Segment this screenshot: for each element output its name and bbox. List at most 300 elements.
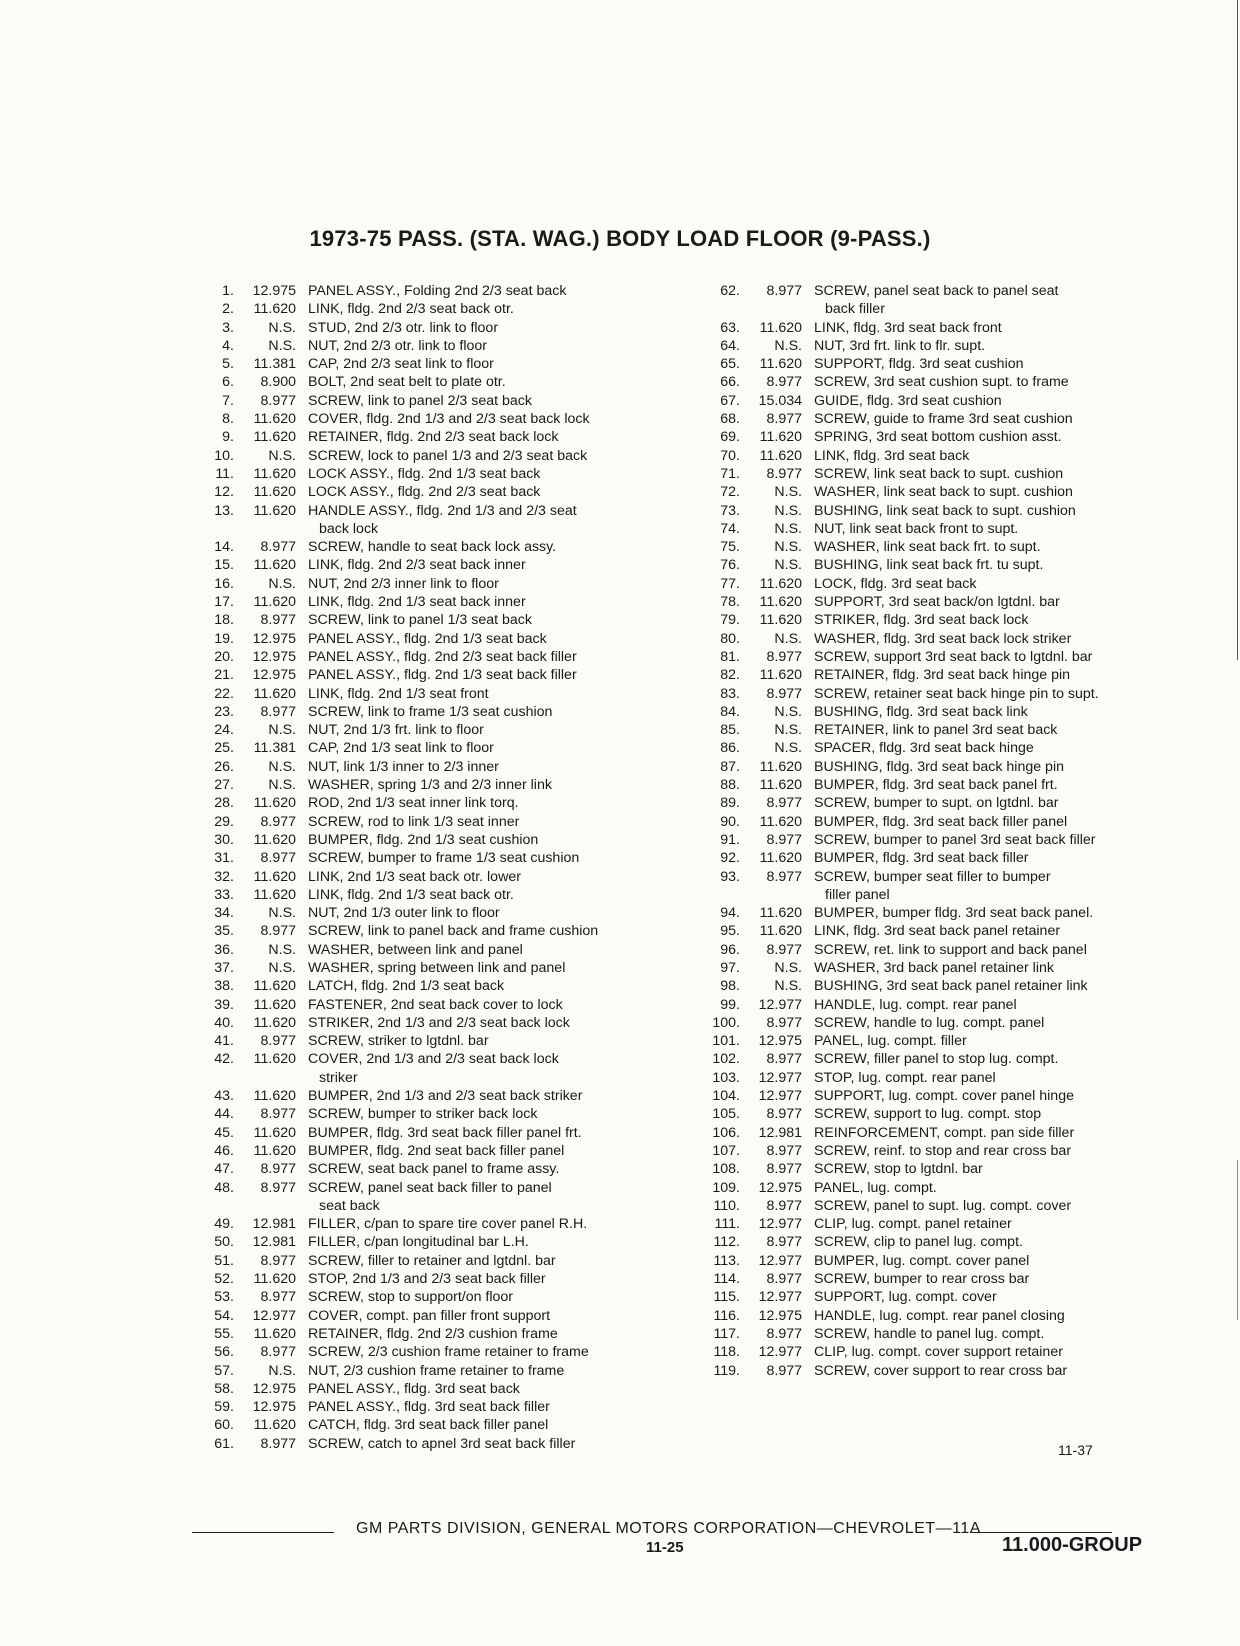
group-code: 11.620	[253, 1271, 296, 1288]
part-entry	[712, 1307, 1152, 1325]
part-number: 95.	[720, 923, 740, 940]
group-code: 8.977	[260, 1435, 296, 1452]
part-description: BUMPER, lug. compt. cover panel	[814, 1252, 1030, 1269]
part-entry	[206, 904, 676, 922]
part-description: GUIDE, fldg. 3rd seat cushion	[814, 392, 1002, 409]
group-code: 11.620	[759, 758, 802, 775]
part-number: 39.	[214, 996, 234, 1013]
part-description: NUT, 2nd 1/3 frt. link to floor	[308, 722, 484, 739]
part-description: LINK, fldg. 2nd 1/3 seat front	[308, 685, 489, 702]
group-code: 8.977	[260, 1179, 296, 1196]
part-number: 104.	[712, 1088, 740, 1105]
part-description: SCREW, bumper seat filler to bumper	[814, 868, 1051, 885]
part-number: 2.	[222, 301, 234, 318]
group-code: 8.977	[260, 539, 296, 556]
part-description: NUT, 2nd 1/3 outer link to floor	[308, 905, 500, 922]
group-code: N.S.	[774, 722, 802, 739]
part-entry	[206, 1014, 676, 1032]
part-number: 31.	[214, 850, 234, 867]
part-number: 118.	[713, 1344, 740, 1361]
part-number: 12.	[214, 484, 234, 501]
group-code: 12.977	[758, 996, 802, 1013]
part-number: 45.	[214, 1124, 234, 1141]
part-description: STRIKER, fldg. 3rd seat back lock	[814, 612, 1029, 629]
part-entry	[206, 447, 676, 465]
part-description: SCREW, 2/3 cushion frame retainer to frame	[308, 1344, 589, 1361]
part-entry	[206, 739, 676, 757]
part-entry	[206, 392, 676, 410]
group-code: 12.977	[758, 1069, 802, 1086]
part-description: SCREW, catch to apnel 3rd seat back filler	[308, 1435, 576, 1452]
part-number: 47.	[214, 1161, 234, 1178]
part-number: 23.	[214, 703, 234, 720]
group-code: 11.620	[253, 502, 296, 519]
part-description: FILLER, c/pan to spare tire cover panel R.H.	[308, 1216, 588, 1233]
part-entry	[712, 1252, 1152, 1270]
group-code: 8.977	[766, 1271, 802, 1288]
part-entry	[206, 922, 676, 940]
part-description: RETAINER, link to panel 3rd seat back	[814, 722, 1058, 739]
part-description: LINK, fldg. 3rd seat back	[814, 447, 970, 464]
part-number: 111.	[714, 1216, 740, 1233]
group-code: N.S.	[774, 959, 802, 976]
group-code: 8.977	[766, 411, 802, 428]
part-description: SPRING, 3rd seat bottom cushion asst.	[814, 429, 1062, 446]
part-entry	[206, 868, 676, 886]
part-entry	[712, 794, 1152, 812]
part-description: BUMPER, fldg. 3rd seat back panel frt.	[814, 777, 1058, 794]
part-entry	[206, 703, 676, 721]
part-number: 7.	[222, 392, 234, 409]
parts-list-right-column	[712, 282, 1152, 1380]
part-entry	[206, 1105, 676, 1123]
group-code: N.S.	[774, 502, 802, 519]
part-number: 25.	[214, 740, 234, 757]
part-number: 63.	[720, 319, 740, 336]
part-entry	[712, 1014, 1152, 1032]
part-number: 93.	[720, 868, 740, 885]
part-number: 53.	[214, 1289, 234, 1306]
parts-list-left-column	[206, 282, 676, 1453]
part-entry	[206, 813, 676, 831]
part-number: 72.	[720, 484, 740, 501]
part-number: 55.	[214, 1325, 234, 1342]
part-description: SCREW, panel to supt. lug. compt. cover	[814, 1197, 1072, 1214]
group-code: N.S.	[774, 337, 802, 354]
part-number: 60.	[214, 1417, 234, 1434]
group-code: N.S.	[774, 978, 802, 995]
part-description: LINK, fldg. 2nd 2/3 seat back otr.	[308, 301, 514, 318]
part-description: WASHER, between link and panel	[308, 941, 523, 958]
part-entry	[712, 483, 1152, 501]
part-description: SCREW, bumper to panel 3rd seat back filler	[814, 831, 1096, 848]
part-description: PANEL ASSY., fldg. 2nd 1/3 seat back	[308, 630, 547, 647]
part-number: 84.	[720, 703, 740, 720]
part-number: 40.	[214, 1014, 234, 1031]
group-code: N.S.	[268, 905, 296, 922]
part-number: 97.	[720, 959, 740, 976]
part-description: SCREW, striker to lgtdnl. bar	[308, 1033, 489, 1050]
part-entry	[712, 922, 1152, 940]
group-code: 12.981	[252, 1216, 296, 1233]
part-description: SUPPORT, 3rd seat back/on lgtdnl. bar	[814, 594, 1060, 611]
part-description: BUSHING, fldg. 3rd seat back hinge pin	[814, 758, 1064, 775]
part-description: NUT, 2/3 cushion frame retainer to frame	[308, 1362, 565, 1379]
part-entry	[206, 666, 676, 684]
part-entry	[206, 1380, 676, 1398]
group-code: 12.977	[252, 1307, 296, 1324]
part-entry	[206, 721, 676, 739]
group-code: 11.620	[253, 1088, 296, 1105]
group-code: 12.975	[758, 1179, 802, 1196]
group-code: 11.620	[759, 905, 802, 922]
group-code: 11.620	[759, 813, 802, 830]
part-entry	[206, 483, 676, 501]
part-entry	[712, 392, 1152, 410]
part-description: PANEL ASSY., Folding 2nd 2/3 seat back	[308, 283, 567, 299]
group-code: 12.981	[252, 1234, 296, 1251]
part-number: 59.	[214, 1399, 234, 1416]
group-code: 8.977	[766, 1051, 802, 1068]
part-number: 26.	[214, 758, 234, 775]
part-entry	[206, 502, 676, 520]
part-entry	[206, 831, 676, 849]
group-code: 11.620	[253, 1124, 296, 1141]
group-code: 11.620	[253, 429, 296, 446]
part-entry	[712, 776, 1152, 794]
part-number: 90.	[720, 813, 740, 830]
part-description: WASHER, link seat back to supt. cushion	[814, 484, 1073, 501]
part-entry	[712, 1105, 1152, 1123]
part-description: LINK, fldg. 2nd 2/3 seat back inner	[308, 557, 526, 574]
part-entry	[712, 593, 1152, 611]
part-description: BUMPER, fldg. 2nd seat back filler panel	[308, 1142, 565, 1159]
part-description: SCREW, link to panel 2/3 seat back	[308, 392, 532, 409]
part-entry	[206, 611, 676, 629]
part-entry	[206, 1307, 676, 1325]
group-code: 8.977	[766, 1142, 802, 1159]
part-description: LINK, fldg. 3rd seat back front	[814, 319, 1002, 336]
group-code: 12.975	[252, 1399, 296, 1416]
page-edge-line	[1237, 0, 1238, 660]
part-description: SCREW, 3rd seat cushion supt. to frame	[814, 374, 1069, 391]
group-code: 11.620	[253, 886, 296, 903]
group-code: 11.620	[253, 1417, 296, 1434]
part-entry	[206, 1233, 676, 1251]
group-code: 12.975	[758, 1033, 802, 1050]
part-entry	[712, 1160, 1152, 1178]
part-description: SCREW, handle to lug. compt. panel	[814, 1014, 1045, 1031]
part-entry	[712, 868, 1152, 886]
group-code: N.S.	[268, 941, 296, 958]
part-entry	[206, 1270, 676, 1288]
group-code: 11.381	[253, 740, 296, 757]
part-number: 35.	[214, 923, 234, 940]
part-number: 48.	[214, 1179, 234, 1196]
part-entry	[206, 1362, 676, 1380]
part-number: 96.	[720, 941, 740, 958]
part-description: SCREW, filler to retainer and lgtdnl. bar	[308, 1252, 556, 1269]
part-number: 85.	[720, 722, 740, 739]
part-description: COVER, fldg. 2nd 1/3 and 2/3 seat back lock	[308, 411, 590, 428]
part-description: SCREW, stop to support/on floor	[308, 1289, 514, 1306]
part-description: BOLT, 2nd seat belt to plate otr.	[308, 374, 506, 391]
part-description: LATCH, fldg. 2nd 1/3 seat back	[308, 978, 505, 995]
part-entry	[712, 1179, 1152, 1197]
part-description: SCREW, link to frame 1/3 seat cushion	[308, 703, 553, 720]
part-number: 116.	[713, 1307, 740, 1324]
part-description: SCREW, link seat back to supt. cushion	[814, 465, 1064, 482]
part-number: 30.	[214, 831, 234, 848]
part-entry	[206, 776, 676, 794]
footer-rule-left	[192, 1532, 334, 1533]
group-code: 12.977	[758, 1216, 802, 1233]
part-description-continuation: back filler	[825, 301, 885, 318]
part-number: 42.	[214, 1051, 234, 1068]
part-number: 51.	[214, 1252, 234, 1269]
part-description: SCREW, link to panel 1/3 seat back	[308, 612, 532, 629]
group-code: 8.977	[766, 1014, 802, 1031]
part-entry	[712, 465, 1152, 483]
part-entry	[206, 428, 676, 446]
part-description: STOP, 2nd 1/3 and 2/3 seat back filler	[308, 1271, 546, 1288]
part-number: 119.	[713, 1362, 740, 1379]
group-code: N.S.	[774, 520, 802, 537]
part-number: 91.	[720, 831, 740, 848]
part-entry	[206, 538, 676, 556]
group-code: 12.975	[252, 648, 296, 665]
part-description: SCREW, lock to panel 1/3 and 2/3 seat back	[308, 447, 588, 464]
part-description: PANEL ASSY., fldg. 3rd seat back	[308, 1380, 520, 1397]
part-description: LOCK, fldg. 3rd seat back	[814, 575, 977, 592]
group-code: 8.977	[260, 1344, 296, 1361]
group-code: 8.977	[260, 612, 296, 629]
part-entry	[712, 319, 1152, 337]
part-entry	[712, 1032, 1152, 1050]
group-code: N.S.	[774, 484, 802, 501]
part-entry	[712, 447, 1152, 465]
footer-group-number: 11.000-GROUP	[1002, 1534, 1143, 1556]
group-code: 8.977	[766, 465, 802, 482]
part-entry	[712, 1288, 1152, 1306]
page-edge-line	[1237, 1160, 1238, 1320]
part-entry	[712, 520, 1152, 538]
part-number: 4.	[222, 337, 234, 354]
part-description: SCREW, bumper to rear cross bar	[814, 1271, 1030, 1288]
part-description-continuation: filler panel	[825, 886, 890, 903]
footer-page-number: 11-25	[646, 1539, 684, 1556]
part-number: 43.	[214, 1088, 234, 1105]
part-description: CAP, 2nd 2/3 seat link to floor	[308, 356, 494, 373]
part-number: 16.	[214, 575, 234, 592]
group-code: N.S.	[268, 319, 296, 336]
part-description: SUPPORT, fldg. 3rd seat cushion	[814, 356, 1024, 373]
group-code: 12.981	[758, 1124, 802, 1141]
part-description: STRIKER, 2nd 1/3 and 2/3 seat back lock	[308, 1014, 570, 1031]
part-number: 110.	[713, 1197, 740, 1214]
part-number: 103.	[712, 1069, 740, 1086]
page-reference: 11-37	[1058, 1442, 1093, 1458]
group-code: 11.620	[253, 1325, 296, 1342]
part-number: 3.	[222, 319, 234, 336]
part-description: STOP, lug. compt. rear panel	[814, 1069, 996, 1086]
part-entry	[206, 465, 676, 483]
part-description-continuation: striker	[319, 1069, 358, 1086]
part-entry	[206, 1160, 676, 1178]
group-code: 11.620	[253, 411, 296, 428]
part-description: LINK, 2nd 1/3 seat back otr. lower	[308, 868, 521, 885]
group-code: 11.620	[253, 978, 296, 995]
part-entry	[712, 703, 1152, 721]
part-entry	[206, 1416, 676, 1434]
part-description: SCREW, seat back panel to frame assy.	[308, 1161, 560, 1178]
group-code: 11.620	[253, 996, 296, 1013]
part-entry	[206, 593, 676, 611]
part-entry	[206, 1435, 676, 1453]
part-description: LINK, fldg. 2nd 1/3 seat back inner	[308, 594, 526, 611]
part-number: 64.	[720, 337, 740, 354]
part-entry	[206, 1215, 676, 1233]
part-entry	[712, 410, 1152, 428]
part-description: SCREW, clip to panel lug. compt.	[814, 1234, 1023, 1251]
part-description: STUD, 2nd 2/3 otr. link to floor	[308, 319, 499, 336]
part-entry	[206, 886, 676, 904]
part-number: 1.	[222, 283, 234, 299]
part-number: 17.	[214, 594, 234, 611]
part-entry	[712, 1142, 1152, 1160]
group-code: 8.977	[766, 941, 802, 958]
part-description: LINK, fldg. 3rd seat back panel retainer	[814, 923, 1061, 940]
group-code: 8.977	[766, 1197, 802, 1214]
part-entry	[712, 538, 1152, 556]
part-entry	[712, 1325, 1152, 1343]
part-description: SUPPORT, lug. compt. cover	[814, 1289, 997, 1306]
group-code: 11.620	[253, 1142, 296, 1159]
part-entry	[712, 1362, 1152, 1380]
part-entry	[712, 611, 1152, 629]
part-entry	[712, 1270, 1152, 1288]
part-number: 11.	[215, 465, 234, 482]
group-code: 15.034	[758, 392, 802, 409]
part-description: HANDLE ASSY., fldg. 2nd 1/3 and 2/3 seat	[308, 502, 577, 519]
part-entry	[712, 959, 1152, 977]
group-code: 11.620	[253, 795, 296, 812]
part-description: LOCK ASSY., fldg. 2nd 1/3 seat back	[308, 465, 541, 482]
part-description: COVER, 2nd 1/3 and 2/3 seat back lock	[308, 1051, 559, 1068]
part-number: 100.	[712, 1014, 740, 1031]
part-description-continuation: seat back	[319, 1197, 380, 1214]
part-number: 20.	[214, 648, 234, 665]
group-code: 8.977	[766, 1161, 802, 1178]
part-description: SCREW, guide to frame 3rd seat cushion	[814, 411, 1073, 428]
footer-rule-right	[970, 1532, 1112, 1533]
part-description: SCREW, handle to seat back lock assy.	[308, 539, 557, 556]
part-number: 58.	[214, 1380, 234, 1397]
part-entry	[206, 300, 676, 318]
group-code: 8.977	[260, 923, 296, 940]
part-entry	[712, 373, 1152, 391]
part-description: HANDLE, lug. compt. rear panel	[814, 996, 1017, 1013]
part-description: SCREW, bumper to striker back lock	[308, 1106, 538, 1123]
part-description: SCREW, bumper to frame 1/3 seat cushion	[308, 850, 580, 867]
part-number: 22.	[214, 685, 234, 702]
part-description: REINFORCEMENT, compt. pan side filler	[814, 1124, 1075, 1141]
part-number: 5.	[222, 356, 234, 373]
part-entry	[206, 1032, 676, 1050]
part-entry	[712, 428, 1152, 446]
part-description: BUMPER, fldg. 3rd seat back filler	[814, 850, 1029, 867]
part-entry	[206, 648, 676, 666]
part-number: 61.	[214, 1435, 234, 1452]
part-number: 76.	[720, 557, 740, 574]
group-code: N.S.	[268, 575, 296, 592]
group-code: 12.975	[252, 667, 296, 684]
part-description: CAP, 2nd 1/3 seat link to floor	[308, 740, 494, 757]
part-entry	[712, 1069, 1152, 1087]
group-code: 11.620	[253, 484, 296, 501]
part-entry	[206, 1179, 676, 1197]
part-entry	[206, 319, 676, 337]
part-entry	[712, 282, 1152, 300]
group-code: 11.620	[759, 356, 802, 373]
part-number: 109.	[712, 1179, 740, 1196]
part-number: 67.	[720, 392, 740, 409]
group-code: 8.977	[766, 1106, 802, 1123]
part-description: WASHER, link seat back frt. to supt.	[814, 539, 1041, 556]
part-entry	[206, 977, 676, 995]
part-description: SCREW, panel seat back filler to panel	[308, 1179, 552, 1196]
part-number: 32.	[214, 868, 234, 885]
part-number: 44.	[214, 1106, 234, 1123]
part-number: 94.	[720, 905, 740, 922]
part-entry	[712, 849, 1152, 867]
part-number: 28.	[214, 795, 234, 812]
part-entry	[712, 739, 1152, 757]
part-number: 101.	[712, 1033, 740, 1050]
part-description: BUSHING, link seat back to supt. cushion	[814, 502, 1076, 519]
part-number: 37.	[214, 959, 234, 976]
part-number: 8.	[222, 411, 234, 428]
part-entry	[206, 794, 676, 812]
part-entry	[712, 758, 1152, 776]
part-entry	[712, 1197, 1152, 1215]
group-code: 11.620	[253, 465, 296, 482]
group-code: N.S.	[774, 740, 802, 757]
part-description: BUMPER, 2nd 1/3 and 2/3 seat back striker	[308, 1088, 583, 1105]
group-code: 8.977	[260, 392, 296, 409]
part-description: SCREW, link to panel back and frame cushion	[308, 923, 599, 940]
group-code: 11.620	[759, 923, 802, 940]
part-number: 21.	[214, 667, 234, 684]
part-entry	[712, 831, 1152, 849]
group-code: N.S.	[268, 959, 296, 976]
part-entry	[712, 685, 1152, 703]
part-number: 13.	[214, 502, 234, 519]
group-code: N.S.	[268, 337, 296, 354]
part-description: FASTENER, 2nd seat back cover to lock	[308, 996, 563, 1013]
part-entry	[712, 575, 1152, 593]
part-entry	[712, 337, 1152, 355]
group-code: N.S.	[774, 539, 802, 556]
group-code: 8.977	[260, 1252, 296, 1269]
group-code: 11.620	[253, 831, 296, 848]
part-entry	[206, 282, 676, 300]
part-description: SCREW, stop to lgtdnl. bar	[814, 1161, 983, 1178]
part-description: ROD, 2nd 1/3 seat inner link torq.	[308, 795, 519, 812]
part-description: SCREW, support 3rd seat back to lgtdnl. bar	[814, 648, 1093, 665]
part-number: 29.	[214, 813, 234, 830]
part-number: 106.	[712, 1124, 740, 1141]
